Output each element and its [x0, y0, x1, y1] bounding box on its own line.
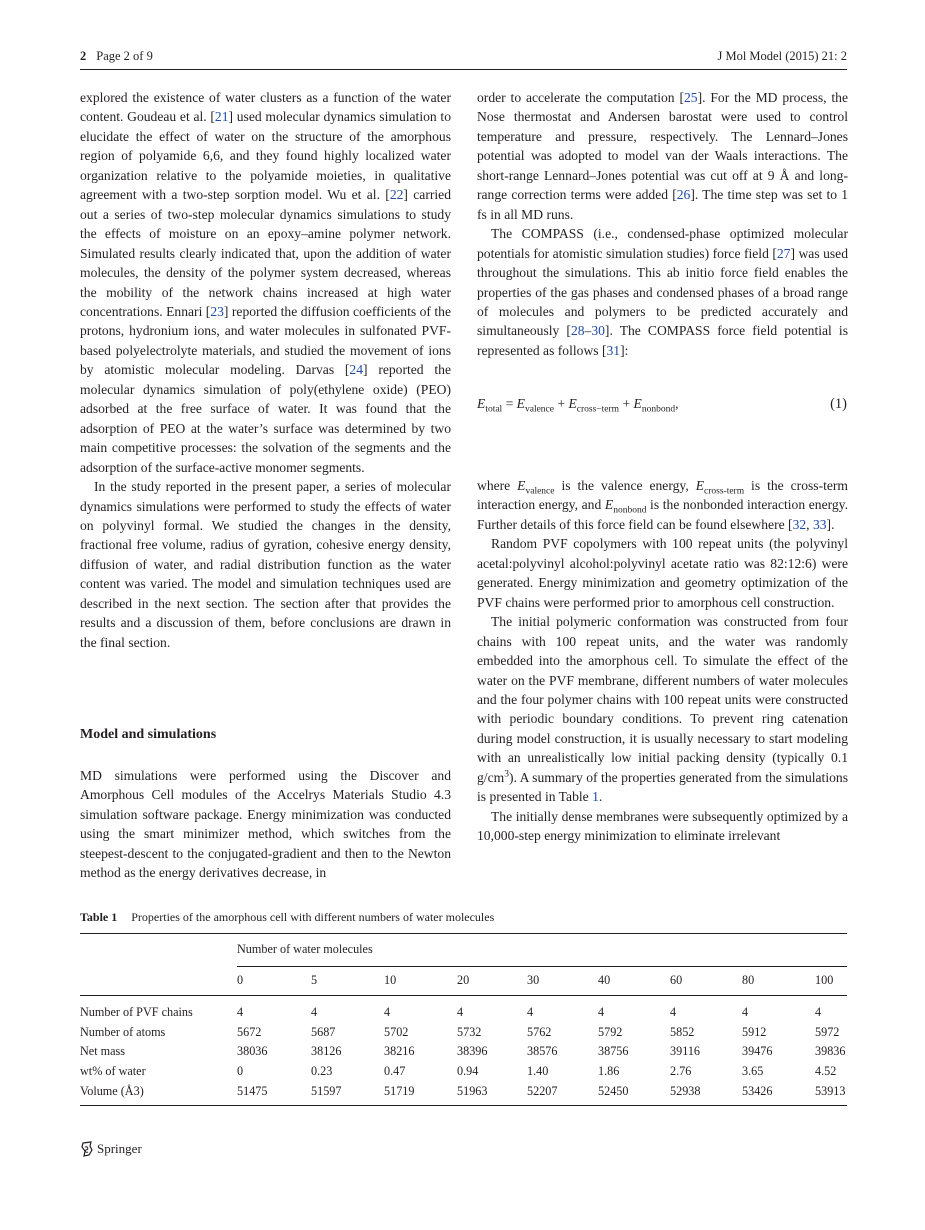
table-cell: 5702: [384, 1024, 409, 1039]
header-rule: [80, 69, 847, 70]
citation-link[interactable]: 1: [592, 789, 599, 805]
math-symbol: E: [568, 396, 577, 411]
citation-link[interactable]: 28: [570, 323, 585, 339]
text-run: The initially dense membranes were subsequently optimized by a 10,000-step energy minimization to eliminate irrelevant: [477, 808, 848, 844]
table-cell: 0: [237, 1064, 244, 1079]
table-cell: 53913: [815, 1081, 847, 1105]
table-cell: 3.65: [742, 1064, 764, 1079]
citation-link[interactable]: 31: [606, 342, 621, 358]
subscript: nonbond: [613, 506, 647, 517]
paragraph: [477, 612, 848, 807]
text-run: =: [502, 396, 517, 411]
column-header: 100: [815, 966, 847, 996]
text-run: is the nonbonded interaction energy. Further details of this force field can be found elsewhere [: [477, 497, 848, 532]
table-cell: 38036: [237, 1044, 268, 1059]
table-cell: 51475: [237, 1081, 311, 1105]
text-run: ). A summary of the properties generated from the simulations is presented in Table: [477, 769, 848, 805]
page-label: Page 2 of 9: [96, 49, 153, 63]
citation-link[interactable]: 22: [389, 187, 404, 203]
column-header: 80: [742, 966, 815, 996]
math-symbol: E: [604, 497, 614, 513]
text-run: ] reported the molecular dynamics simulation of poly(ethylene oxide) (PEO) adsorbed at the free surface of water. It was found that the adsorption of PEO at the water’s surface was determined by two main competitive processes: the solvation of the segments and the adsorption of the surface-active monomer segments.: [80, 362, 451, 475]
column-header: 20: [457, 966, 527, 996]
row-label: Number of PVF chains: [80, 1005, 193, 1020]
group-header: Number of water molecules: [237, 934, 847, 966]
table-cell: 4: [670, 1005, 677, 1020]
math-symbol: E: [633, 396, 642, 411]
table-cell: 4: [311, 1005, 318, 1020]
text-run: –: [584, 323, 592, 339]
citation-link[interactable]: 26: [676, 187, 691, 203]
page-number: 2: [80, 49, 87, 63]
table-cell: 2.76: [670, 1064, 692, 1079]
table-cell: 5732: [457, 1024, 482, 1039]
subscript: valence: [524, 404, 554, 415]
table-row: [80, 1081, 847, 1105]
table-cell: 38126: [311, 1044, 342, 1059]
text-run: ]:: [620, 342, 629, 358]
table-cell: 5912: [742, 1024, 767, 1039]
text-run: ] used molecular dynamics simulation to elucidate the effect of water on the structure of the amorphous region of polyamide 6,6, and they found highly localized water organization relative to the polyamide moieties, in qualitative agreement with a two-step sorption model. Wu et al. [: [80, 109, 451, 203]
text-run: ] reported the diffusion coefficients of the protons, hydronium ions, and water molecules in sulfonated PVF-based polyelectrolyte materials, and studied the movement of ions by atomistic molecular modeling. Darvas [: [80, 303, 451, 378]
row-label: Volume (Å3): [80, 1081, 237, 1105]
table-cell: 5972: [815, 1024, 840, 1039]
table-cell: 4: [742, 1005, 749, 1020]
subscript: valence: [525, 486, 555, 497]
text-run: ] carried out a series of two-step molecular dynamics simulations to study the effects of moisture on an epoxy–amine polymer network. Simulated results clearly indicated that, upon the addition of water molecules, the density of the polymer system decreased, whereas the mobility of the network chains increased at high water concentrations. Ennari [: [80, 187, 451, 319]
table-cell: 0.94: [457, 1064, 479, 1079]
empty-cell: [80, 934, 237, 966]
citation-link[interactable]: 32: [792, 516, 807, 532]
superscript: 3: [504, 769, 509, 780]
math-symbol: E: [695, 478, 704, 493]
row-label: Net mass: [80, 1044, 126, 1059]
table-cell: 4: [598, 1005, 605, 1020]
column-header: 30: [527, 966, 598, 996]
table-cell: 51719: [384, 1081, 457, 1105]
subscript: total: [485, 404, 503, 415]
citation-link[interactable]: 30: [591, 323, 605, 339]
springer-logo-icon: [80, 1141, 94, 1157]
text-run: +: [554, 396, 569, 411]
table-top-rule: [80, 933, 847, 934]
text-run: order to accelerate the computation [: [477, 90, 684, 105]
text-run: ]. The time step was set to 1 fs in all MD runs.: [477, 187, 848, 222]
table-group-header-row: [80, 934, 847, 966]
table-row: [80, 1042, 847, 1062]
publisher-footer: [80, 1141, 142, 1157]
properties-table: [80, 934, 847, 1106]
table-cell: 4: [237, 1005, 244, 1020]
paragraph: [477, 476, 848, 534]
citation-link[interactable]: 27: [776, 245, 791, 261]
table-row: [80, 1023, 847, 1043]
table-cell: 38756: [598, 1044, 629, 1059]
column-header: 60: [670, 966, 742, 996]
column-header: 10: [384, 966, 457, 996]
table-cell: 51963: [457, 1081, 527, 1105]
table-cell: 39476: [742, 1044, 773, 1059]
empty-cell: [80, 966, 237, 996]
citation-link[interactable]: 24: [349, 362, 364, 378]
table-cell: 5852: [670, 1024, 695, 1039]
paragraph: [477, 534, 848, 612]
table-cell: 4.52: [815, 1064, 837, 1079]
text-run: ,: [675, 396, 679, 411]
text-run: ] was used throughout the simulations. This ab initio force field enables the properties of the gas phases and condensed phases of a broad range of molecules and polymers to be predicted accurately and simultaneously [: [477, 245, 848, 339]
table-cell: 39116: [670, 1044, 701, 1059]
table-caption: [80, 910, 494, 925]
table-row: [80, 1062, 847, 1082]
text-run: explored the existence of water clusters as a function of the water content. Goudeau et al. [: [80, 90, 451, 125]
table-cell: 5792: [598, 1024, 623, 1039]
right-column: [477, 88, 848, 360]
table-cell: 0.23: [311, 1064, 333, 1079]
row-label: Number of atoms: [80, 1024, 166, 1039]
text-run: is the valence energy,: [554, 478, 696, 493]
table-cell: 38216: [384, 1044, 415, 1059]
paragraph: [477, 224, 848, 360]
equation-1: [477, 396, 847, 415]
text-run: ]. For the MD process, the Nose thermostat and Andersen barostat were used to control temperature and pressure, respectively. The Lennard–Jones potential was adopted to model van der Waals interactions. The short-range Lennard–Jones potential was cut off at 9 Å and long-range correction terms were added [: [477, 90, 848, 203]
subscript: nonbond: [641, 404, 676, 415]
journal-citation: J Mol Model (2015) 21: 2: [717, 49, 847, 63]
text-run: ]. The COMPASS force field potential is represented as follows [: [477, 323, 848, 358]
table-cell: 52450: [598, 1081, 670, 1105]
citation-link[interactable]: 21: [214, 109, 229, 125]
column-header: 5: [311, 966, 384, 996]
right-column-lower: [477, 476, 848, 846]
text-run: .: [598, 789, 603, 805]
text-run: where: [477, 478, 518, 493]
publisher-name: Springer: [97, 1141, 142, 1156]
table-cell: 5672: [237, 1024, 262, 1039]
table-cell: 38396: [457, 1044, 488, 1059]
table-cell: 38576: [527, 1044, 558, 1059]
math-symbol: E: [477, 396, 486, 411]
paragraph: [80, 766, 451, 883]
table-cell: 52207: [527, 1081, 598, 1105]
paragraph: [477, 807, 848, 846]
text-run: Random PVF copolymers with 100 repeat units (the polyvinyl acetal:polyvinyl alcohol:polyvinyl acetate ratio was 82:12:6) were generated. Energy minimization and geometry optimization of the PVF chains were performed prior to amorphous cell construction.: [477, 536, 848, 610]
citation-link[interactable]: 33: [812, 516, 827, 532]
paragraph: [80, 477, 451, 652]
table-cell: 1.40: [527, 1064, 549, 1079]
math-symbol: E: [516, 396, 525, 411]
table-label: Table 1: [80, 910, 118, 924]
table-cell: 5762: [527, 1024, 552, 1039]
table-cell: 4: [527, 1005, 534, 1020]
table-cell: 4: [384, 1005, 391, 1020]
text-run: is the cross-term interaction energy, and: [477, 478, 849, 513]
paragraph: [477, 88, 848, 224]
table-caption-text: Properties of the amorphous cell with different numbers of water molecules: [131, 910, 495, 924]
text-run: The initial polymeric conformation was constructed from four chains with 100 repeat units, and the water was randomly embedded into the amorphous cell. To simulate the effect of the water on the PVF membrane, different numbers of water molecules and the four polymer chains with 100 repeat units were constructed with periodic boundary conditions. To prevent ring catenation during model construction, it is usually necessary to start modeling with an unrealistically low initial packing density (typically 0.1 g/cm: [477, 614, 848, 785]
math-symbol: E: [517, 478, 526, 493]
equation-body: [477, 396, 679, 415]
column-header: 0: [237, 966, 311, 996]
text-run: ,: [806, 516, 813, 532]
row-label: wt% of water: [80, 1064, 146, 1079]
citation-link[interactable]: 25: [683, 90, 698, 105]
table-cell: 1.86: [598, 1064, 620, 1079]
table-cell: 39836: [815, 1044, 846, 1059]
subscript: cross-term: [704, 486, 745, 497]
subscript: cross−term: [576, 404, 620, 415]
table-cell: 4: [815, 1005, 822, 1020]
table-cell: 53426: [742, 1081, 815, 1105]
citation-link[interactable]: 23: [210, 303, 224, 319]
table-header-row: [80, 966, 847, 996]
text-run: +: [619, 396, 634, 411]
table-cell: 5687: [311, 1024, 336, 1039]
text-run: ].: [826, 516, 835, 532]
table-cell: 52938: [670, 1081, 742, 1105]
equation-number: (1): [830, 396, 847, 412]
table-row: [80, 996, 847, 1023]
table-cell: 4: [457, 1005, 464, 1020]
paragraph: [80, 88, 451, 477]
text-run: In the study reported in the present paper, a series of molecular dynamics simulations were performed to study the effects of water on polyvinyl formal. We studied the changes in the density, fractional free volume, radius of gyration, cohesive energy density, diffusion of water, and radial distribution function as the water content was varied. The model and simulation techniques used are described in the next section. The section after that provides the results and a discussion of them, before conclusions are drawn in the final section.: [80, 479, 451, 650]
table-cell: 51597: [311, 1081, 384, 1105]
section-heading: Model and simulations: [80, 727, 217, 742]
left-column: [80, 88, 451, 652]
text-run: MD simulations were performed using the Discover and Amorphous Cell modules of the Accelrys Materials Studio 4.3 simulation software package. Energy minimization was conducted using the smart minimizer method, which switches from the steepest-descent to the conjugated-gradient and then to the Newton method as the energy derivatives decrease, in: [80, 768, 451, 881]
column-header: 40: [598, 966, 670, 996]
left-column-lower: [80, 766, 451, 883]
text-run: The COMPASS (i.e., condensed-phase optimized molecular potentials for atomistic simulation studies) force field [: [477, 226, 848, 261]
table-cell: 0.47: [384, 1064, 406, 1079]
